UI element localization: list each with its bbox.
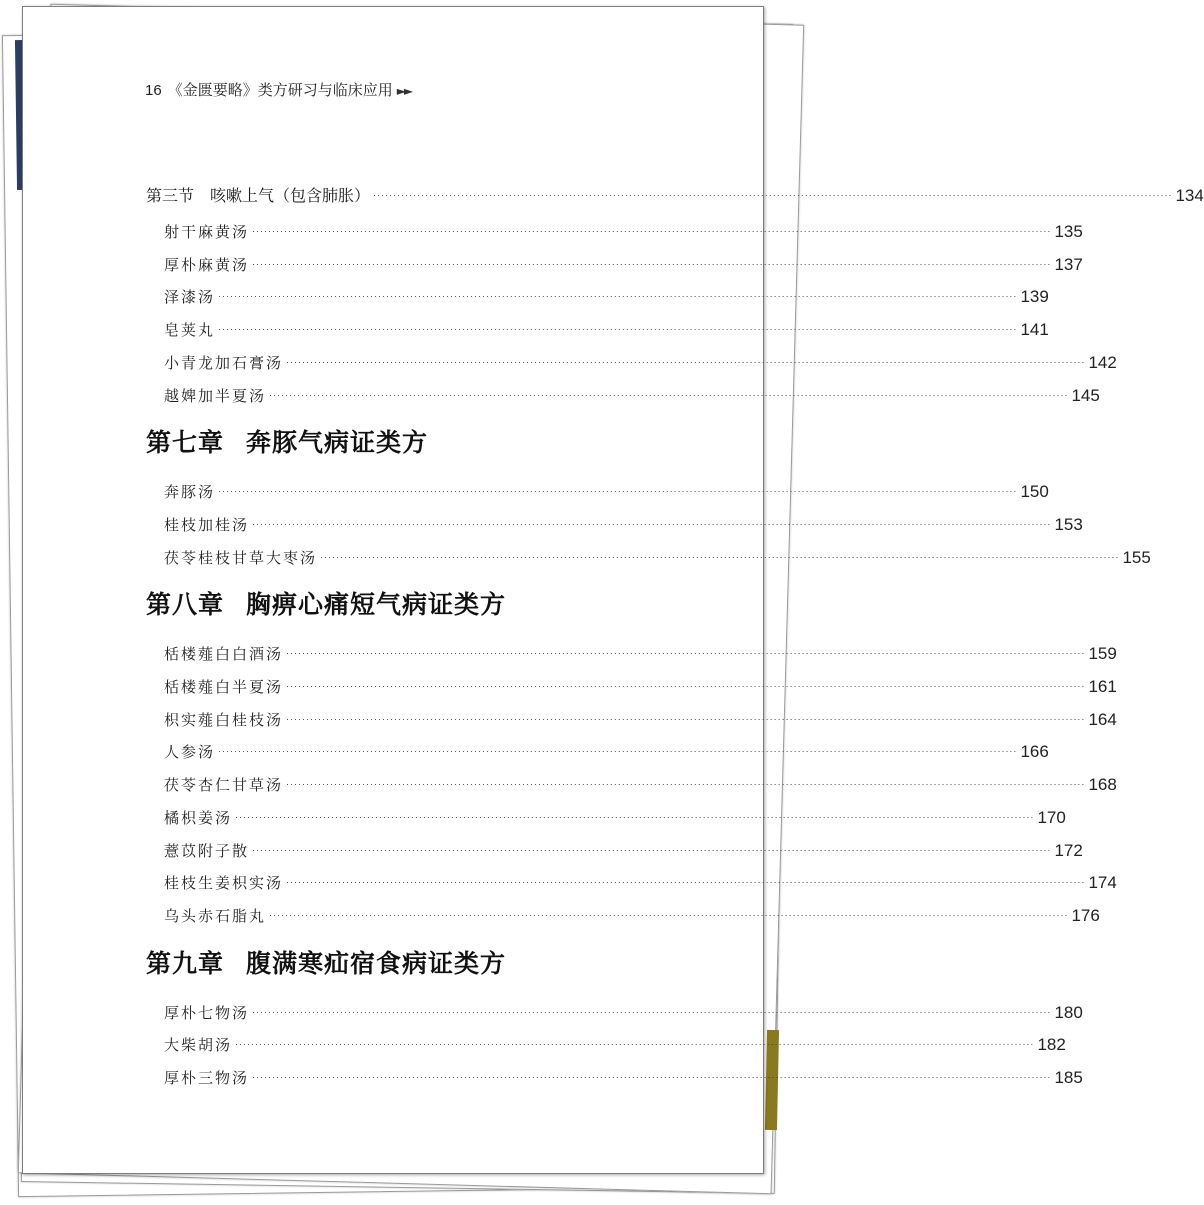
toc-entry-label: 乌头赤石脂丸	[164, 906, 267, 925]
toc-entry[interactable]	[146, 547, 1151, 568]
chapter-heading[interactable]	[146, 585, 506, 621]
toc-entry-label: 奔豚汤	[164, 483, 216, 502]
chapter-number: 第八章	[146, 590, 225, 620]
toc-entry[interactable]	[146, 221, 1083, 242]
toc-page-number: 164	[1088, 709, 1117, 729]
toc-entry[interactable]	[146, 1002, 1083, 1023]
dot-leader: ········································································································································································································	[269, 389, 1069, 400]
toc-page-number: 176	[1071, 905, 1100, 925]
toc-entry-label: 薏苡附子散	[164, 841, 250, 860]
toc-page-number: 145	[1071, 385, 1100, 405]
dot-leader: ········································································································································································································	[235, 811, 1035, 822]
running-head	[145, 79, 411, 100]
toc-entry-label: 厚朴麻黄汤	[164, 255, 250, 274]
chapter-title: 胸痹心痛短气病证类方	[246, 590, 507, 620]
toc-entry[interactable]	[146, 741, 1049, 762]
toc-page-number: 161	[1088, 677, 1117, 696]
toc-page-number: 141	[1020, 320, 1049, 340]
chapter-number: 第七章	[146, 428, 225, 458]
toc-entry-label: 茯苓桂枝甘草大枣汤	[164, 548, 318, 567]
dot-leader: ········································································································································································································	[286, 779, 1086, 790]
dot-leader: ········································································································································································································	[286, 877, 1086, 888]
toc-page-number: 159	[1088, 644, 1117, 664]
dot-leader: ········································································································································································································	[320, 551, 1120, 562]
toc-page-number: 174	[1088, 873, 1117, 893]
dot-leader: ········································································································································································································	[286, 681, 1086, 691]
toc-page-number: 172	[1054, 840, 1083, 860]
page-number: 16	[145, 82, 162, 99]
chapter-heading[interactable]	[146, 944, 506, 980]
toc-entry-label: 大柴胡汤	[164, 1036, 233, 1055]
arrows-icon: ►►	[396, 84, 412, 98]
toc-entry-label: 皂荚丸	[164, 321, 216, 340]
toc-entry[interactable]	[146, 254, 1083, 275]
toc-section[interactable]	[146, 183, 1204, 206]
toc-entry[interactable]	[146, 872, 1117, 893]
toc-page-number: 134	[1175, 186, 1204, 205]
chapter-number: 第九章	[146, 948, 225, 978]
dot-leader: ········································································································································································································	[252, 518, 1052, 529]
toc-page-number: 155	[1122, 547, 1151, 567]
toc-entry-label: 桂枝生姜枳实汤	[164, 874, 284, 893]
toc-page-number: 185	[1054, 1068, 1083, 1087]
toc-entry[interactable]	[146, 1067, 1083, 1088]
toc-page-number: 170	[1037, 807, 1066, 827]
chapter-title: 奔豚气病证类方	[246, 428, 429, 458]
toc-page-number: 150	[1020, 482, 1049, 502]
toc-page-number: 139	[1020, 287, 1049, 307]
toc-entry[interactable]	[146, 319, 1049, 340]
dot-leader: ········································································································································································································	[286, 356, 1086, 367]
chapter-heading[interactable]	[146, 423, 428, 459]
toc-entry-label: 小青龙加石膏汤	[164, 353, 284, 372]
toc-entry-label: 厚朴三物汤	[164, 1069, 250, 1087]
toc-page-number: 180	[1054, 1002, 1083, 1022]
toc-entry[interactable]	[146, 385, 1100, 406]
dot-leader: ········································································································································································································	[252, 258, 1052, 269]
dot-leader: ········································································································································································································	[373, 190, 1173, 200]
book-page	[22, 6, 1204, 1174]
dot-leader: ········································································································································································································	[252, 226, 1052, 236]
dot-leader: ········································································································································································································	[252, 1072, 1052, 1082]
toc-page-number: 182	[1037, 1035, 1066, 1055]
dot-leader: ········································································································································································································	[286, 648, 1086, 659]
toc-entry[interactable]	[146, 286, 1049, 307]
toc-entry[interactable]	[146, 840, 1083, 861]
toc-entry[interactable]	[146, 807, 1066, 828]
toc-entry-label: 越婢加半夏汤	[164, 386, 267, 405]
toc-entry-label: 人参汤	[164, 743, 216, 762]
book-title: 《金匮要略》类方研习与临床应用	[167, 81, 393, 99]
dot-leader: ········································································································································································································	[218, 324, 1018, 335]
dot-leader: ········································································································································································································	[218, 291, 1018, 302]
dot-leader: ········································································································································································································	[235, 1039, 1035, 1050]
toc-entry[interactable]	[146, 352, 1117, 373]
toc-page-number: 153	[1054, 514, 1083, 534]
dot-leader: ········································································································································································································	[252, 844, 1052, 855]
toc-entry[interactable]	[146, 676, 1117, 697]
toc-entry[interactable]	[146, 643, 1117, 664]
chapter-title: 腹满寒疝宿食病证类方	[246, 948, 507, 978]
toc-entry-label: 橘枳姜汤	[164, 808, 233, 827]
toc-entry[interactable]	[146, 1034, 1066, 1055]
toc-page-number: 168	[1088, 775, 1117, 795]
toc-entry-label: 枳实薤白桂枝汤	[164, 710, 284, 729]
toc-entry-label: 茯苓杏仁甘草汤	[164, 776, 284, 795]
dot-leader: ········································································································································································································	[252, 1006, 1052, 1017]
toc-page-number: 135	[1054, 222, 1083, 241]
dot-leader: ········································································································································································································	[218, 746, 1018, 757]
toc-entry-label: 厚朴七物汤	[164, 1003, 250, 1022]
toc-entry-label: 栝楼薤白半夏汤	[164, 678, 284, 696]
toc-entry[interactable]	[146, 709, 1117, 730]
toc-entry-label: 射干麻黄汤	[164, 223, 250, 241]
toc-entry-label: 桂枝加桂汤	[164, 515, 250, 534]
toc-page-number: 142	[1088, 352, 1117, 372]
toc-page-number: 137	[1054, 254, 1083, 274]
toc-entry[interactable]	[146, 905, 1100, 926]
dot-leader: ········································································································································································································	[269, 909, 1069, 920]
toc-entry[interactable]	[146, 514, 1083, 535]
toc-entry-label: 第三节 咳嗽上气（包含肺胀）	[146, 186, 371, 205]
toc-entry-label: 栝楼薤白白酒汤	[164, 645, 284, 664]
toc-entry[interactable]	[146, 481, 1049, 502]
toc-entry[interactable]	[146, 774, 1117, 795]
dot-leader: ········································································································································································································	[218, 486, 1018, 497]
toc-entry-label: 泽漆汤	[164, 288, 216, 307]
toc-page-number: 166	[1020, 742, 1049, 762]
dot-leader: ········································································································································································································	[286, 713, 1086, 724]
